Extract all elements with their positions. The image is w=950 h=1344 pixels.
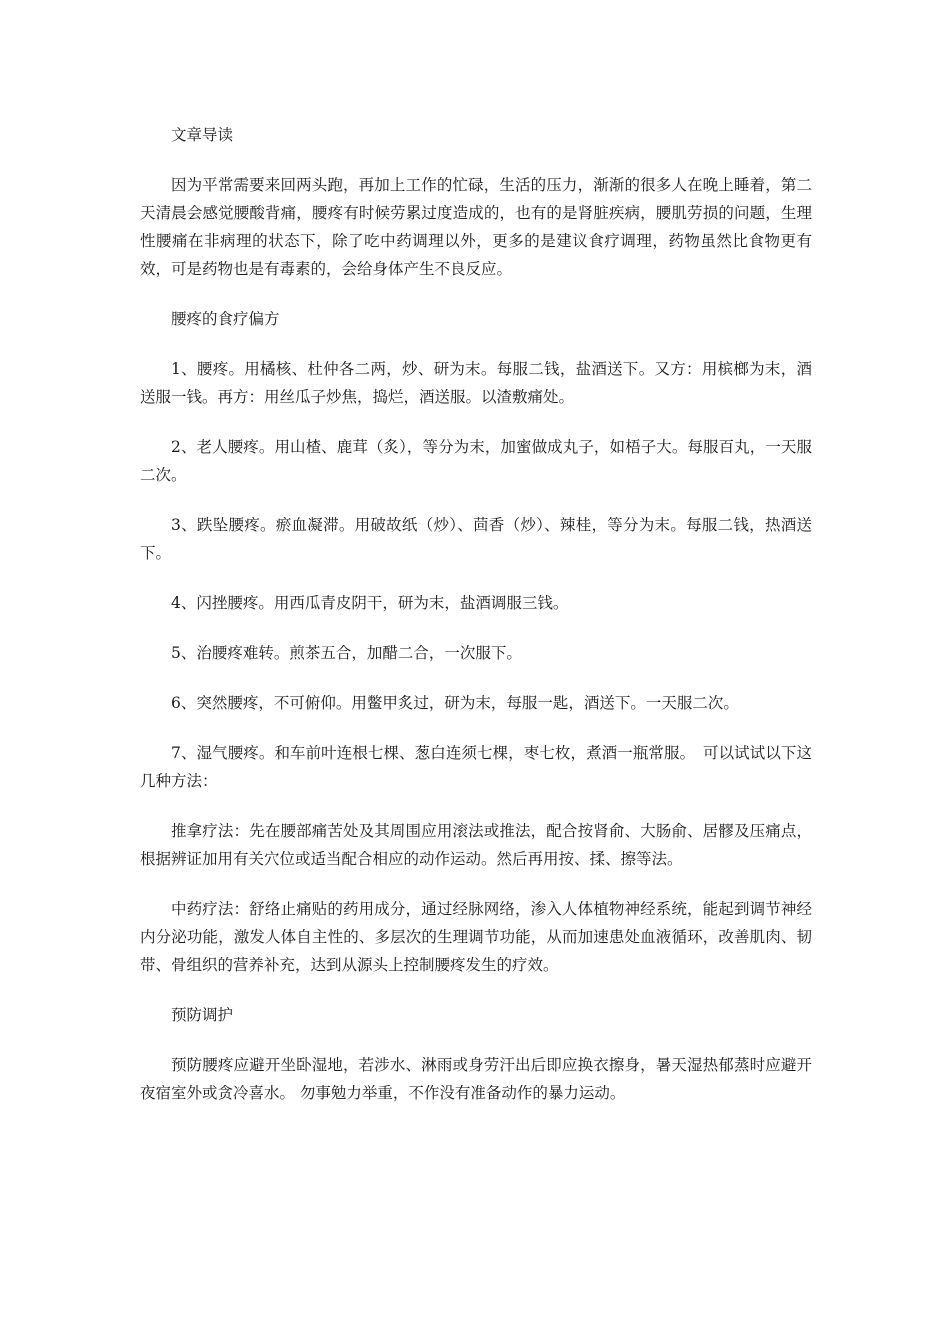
intro-paragraph: 因为平常需要来回两头跑，再加上工作的忙碌，生活的压力，渐渐的很多人在晚上睡着，第二天清晨会感觉腰酸背痛，腰疼有时候劳累过度造成的，也有的是肾脏疾病，腰肌劳损的问题，生理性腰痛在非病理的状态下，除了吃中药调理以外，更多的是建议食疗调理，药物虽然比食物更有效，可是药物也是有毒素的，会给身体产生不良反应。	[140, 176, 812, 278]
massage-therapy-paragraph: 推拿疗法：先在腰部痛苦处及其周围应用滚法或推法，配合按肾俞、大肠俞、居髎及压痛点，根据辨证加用有关穴位或适当配合相应的动作运动。然后再用按、揉、擦等法。	[140, 822, 812, 868]
prevention-paragraph: 预防腰疼应避开坐卧湿地，若涉水、淋雨或身劳汗出后即应换衣擦身，暑天湿热郁蒸时应避开夜宿室外或贪冷喜水。 勿事勉力举重，不作没有准备动作的暴力运动。	[140, 1056, 812, 1102]
remedy-item-1: 1、腰疼。用橘核、杜仲各二两，炒、研为末。每服二钱，盐酒送下。又方：用槟榔为末，酒送服一钱。再方：用丝瓜子炒焦，捣烂，酒送服。以渣敷痛处。	[140, 360, 812, 406]
remedy-item-6: 6、突然腰疼，不可俯仰。用鳖甲炙过，研为末，每服一匙，酒送下。一天服二次。	[171, 694, 739, 712]
section-heading-remedies: 腰疼的食疗偏方	[171, 310, 280, 328]
remedy-item-2: 2、老人腰疼。用山楂、鹿茸（炙），等分为末，加蜜做成丸子，如梧子大。每服百丸，一天服二次。	[140, 438, 812, 484]
remedy-item-7: 7、湿气腰疼。和车前叶连根七棵、葱白连须七棵，枣七枚，煮酒一瓶常服。 可以试试以下这几种方法：	[140, 744, 812, 790]
remedy-item-4: 4、闪挫腰疼。用西瓜青皮阴干，研为末，盐酒调服三钱。	[171, 594, 569, 612]
section-heading-intro: 文章导读	[171, 126, 234, 144]
remedy-item-3: 3、跌坠腰疼。瘀血凝滞。用破故纸（炒）、茴香（炒）、辣桂，等分为末。每服二钱，热酒送下。	[140, 516, 812, 562]
herbal-therapy-paragraph: 中药疗法：舒络止痛贴的药用成分，通过经脉网络，渗入人体植物神经系统，能起到调节神经内分泌功能，激发人体自主性的、多层次的生理调节功能，从而加速患处血液循环，改善肌肉、韧带、骨组织的营养补充，达到从源头上控制腰疼发生的疗效。	[140, 900, 812, 974]
article-body	[140, 121, 812, 1129]
remedy-item-5: 5、治腰疼难转。煎茶五合，加醋二合，一次服下。	[171, 644, 522, 662]
section-heading-prevention: 预防调护	[171, 1006, 234, 1024]
